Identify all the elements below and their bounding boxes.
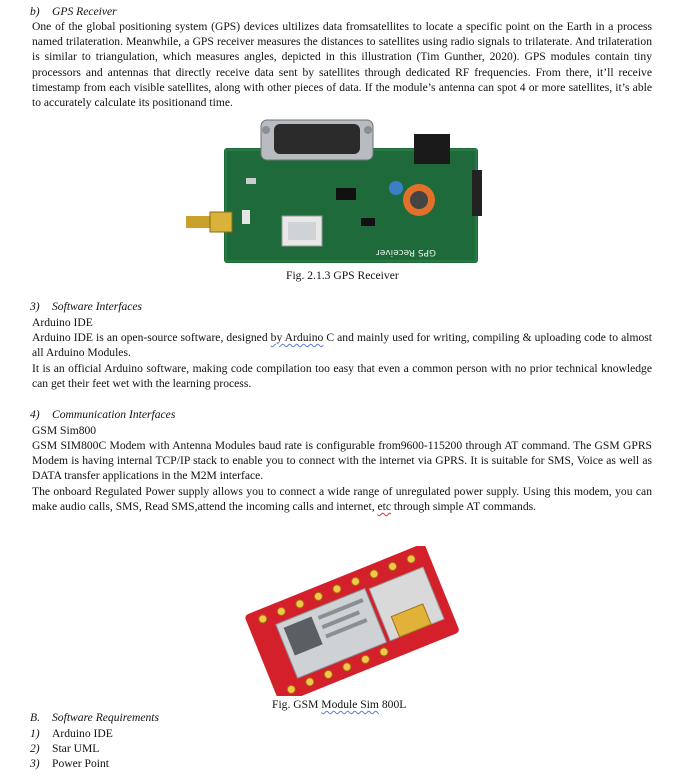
text-run: Arduino IDE is an open-source software, designed — [32, 331, 271, 344]
requirements-list — [30, 726, 113, 772]
item-label: Arduino IDE — [52, 727, 113, 740]
subheading-gsm-sim800: GSM Sim800 — [32, 424, 97, 437]
list-item — [30, 756, 113, 771]
board-label: GPS Receiver — [376, 247, 436, 257]
heading-text: Software Requirements — [52, 711, 160, 724]
text-run: The onboard Regulated Power supply allows you to connect a wide range of unregulated power supply. Using this modem, you can make audio calls, SMS, Read SMS,attend the incoming calls and internet, — [32, 485, 652, 514]
item-number: 3) — [30, 757, 40, 771]
text-run: Fig. GSM — [272, 698, 322, 711]
text-run: C and mainly used for writing, compiling & uploading code to almost all Arduino Modules. — [32, 331, 652, 360]
item-label: Star UML — [52, 742, 100, 756]
gsm-paragraph-1: GSM SIM800C Modem with Antenna Modules baud rate is configurable from9600-115200 through AT command. The GSM GPRS Modem is having internal TCP/IP stack to enable you to connect with the internet via GPRS. It is suitable for SMS, Voice as well as DATA transfer applications in the M2M interface. — [32, 439, 652, 483]
gsm-paragraph-2 — [32, 484, 652, 514]
spellcheck-flag: etc — [377, 500, 392, 514]
section-heading-communication — [30, 407, 175, 422]
gps-paragraph: One of the global positioning system (GPS) devices ultilizes data fromsatellites to locate a specific point on the Earth in a process named trilateration. Meanwhile, a GPS receiver measures the distances to satellites using radio signals to trilaterate. And trilateration is similar to triangulation, which measures angles, depicted in this illustration (Tim Gunther, 2020). GPS modules contain tiny processors and antennas that directly receive data sent by satellites through dedicated RF frequencies. From there, it’ll receive timestamp from each visible satellites, along with other pieces of data. If the module’s antenna can spot 4 or more satellites, it’s able to accurately calculate its positionand time. — [32, 20, 652, 110]
list-item — [30, 741, 113, 756]
gps-figure-caption: Fig. 2.1.3 GPS Receiver — [286, 269, 399, 282]
gsm-module-image — [240, 546, 462, 696]
spellcheck-flag: by Arduino — [270, 331, 324, 344]
heading-text: Communication Interfaces — [52, 408, 176, 421]
gps-receiver-image — [186, 118, 490, 268]
heading-number: B. — [30, 711, 40, 724]
text-run: through simple AT commands. — [391, 500, 537, 514]
subheading-arduino-ide: Arduino IDE — [32, 316, 93, 329]
heading-number: 4) — [30, 408, 40, 421]
section-heading-software — [30, 299, 142, 314]
text-run: 800L — [378, 698, 407, 711]
section-heading-requirements — [30, 710, 159, 725]
item-number: 1) — [30, 727, 40, 740]
gps-receiver-figure — [186, 118, 490, 268]
gsm-figure-caption — [272, 697, 406, 712]
heading-number: b) — [30, 5, 40, 18]
gsm-module-figure — [240, 546, 462, 696]
arduino-paragraph-1 — [32, 330, 652, 360]
heading-text: Software Interfaces — [52, 300, 143, 313]
item-label: Power Point — [52, 757, 110, 771]
heading-number: 3) — [30, 300, 40, 313]
spellcheck-flag: Module Sim — [321, 698, 379, 711]
heading-text: GPS Receiver — [52, 5, 117, 18]
item-number: 2) — [30, 742, 40, 756]
section-heading-gps — [30, 4, 117, 19]
arduino-paragraph-2: It is an official Arduino software, making code compilation too easy that even a common person with no prior technical knowledge can get their feet wet with the learning process. — [32, 362, 652, 391]
list-item — [30, 726, 113, 741]
